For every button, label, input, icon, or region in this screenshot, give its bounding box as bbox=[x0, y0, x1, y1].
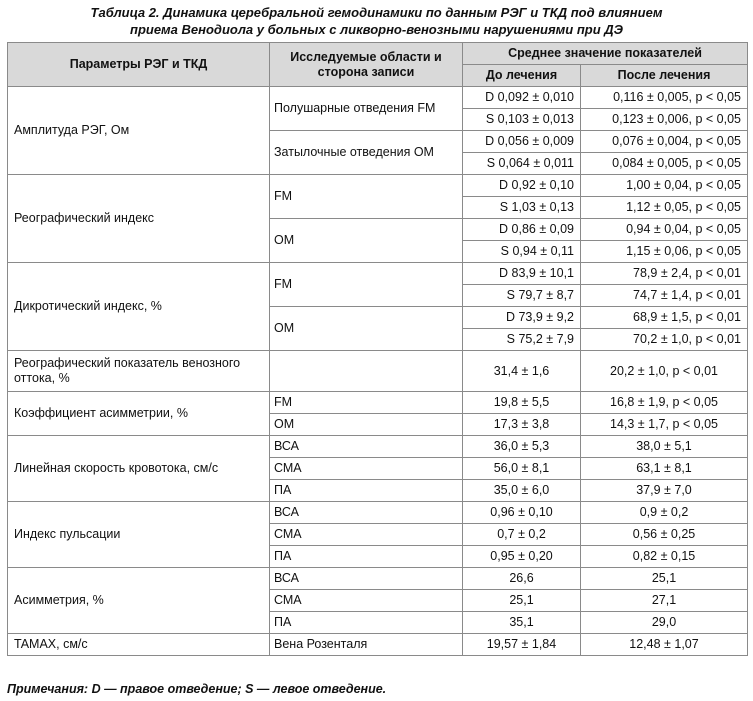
param-cell: TAMAX, см/с bbox=[8, 634, 270, 656]
before-cell: D 0,056 ± 0,009 bbox=[463, 131, 581, 153]
side-cell: СМА bbox=[270, 458, 463, 480]
after-cell: 16,8 ± 1,9, p < 0,05 bbox=[581, 392, 748, 414]
param-cell: Индекс пульсации bbox=[8, 502, 270, 568]
param-cell: Реографический показатель венозного оттока, % bbox=[8, 351, 270, 392]
before-cell: 19,57 ± 1,84 bbox=[463, 634, 581, 656]
before-cell: D 0,86 ± 0,09 bbox=[463, 219, 581, 241]
after-cell: 0,56 ± 0,25 bbox=[581, 524, 748, 546]
side-cell: ПА bbox=[270, 546, 463, 568]
side-cell: ОМ bbox=[270, 414, 463, 436]
param-cell: Линейная скорость кровотока, см/с bbox=[8, 436, 270, 502]
side-cell: FM bbox=[270, 263, 463, 307]
header-mean-values: Среднее значение показателей bbox=[463, 43, 748, 65]
after-cell: 1,15 ± 0,06, p < 0,05 bbox=[581, 241, 748, 263]
before-cell: D 83,9 ± 10,1 bbox=[463, 263, 581, 285]
after-cell: 0,123 ± 0,006, p < 0,05 bbox=[581, 109, 748, 131]
before-cell: 56,0 ± 8,1 bbox=[463, 458, 581, 480]
before-cell: 25,1 bbox=[463, 590, 581, 612]
after-cell: 63,1 ± 8,1 bbox=[581, 458, 748, 480]
table-note: Примечания: D — правое отведение; S — левое отведение. bbox=[7, 682, 387, 696]
before-cell: 31,4 ± 1,6 bbox=[463, 351, 581, 392]
header-after-treatment: После лечения bbox=[581, 65, 748, 87]
before-cell: 19,8 ± 5,5 bbox=[463, 392, 581, 414]
side-cell: Затылочные отведения ОМ bbox=[270, 131, 463, 175]
side-cell: ВСА bbox=[270, 502, 463, 524]
after-cell: 37,9 ± 7,0 bbox=[581, 480, 748, 502]
after-cell: 0,9 ± 0,2 bbox=[581, 502, 748, 524]
side-cell: ОМ bbox=[270, 307, 463, 351]
after-cell: 14,3 ± 1,7, p < 0,05 bbox=[581, 414, 748, 436]
before-cell: 26,6 bbox=[463, 568, 581, 590]
after-cell: 12,48 ± 1,07 bbox=[581, 634, 748, 656]
header-before-treatment: До лечения bbox=[463, 65, 581, 87]
before-cell: 35,1 bbox=[463, 612, 581, 634]
before-cell: 0,96 ± 0,10 bbox=[463, 502, 581, 524]
before-cell: S 79,7 ± 8,7 bbox=[463, 285, 581, 307]
side-cell: СМА bbox=[270, 524, 463, 546]
data-table bbox=[7, 42, 748, 656]
param-cell: Коэффициент асимметрии, % bbox=[8, 392, 270, 436]
param-cell: Реографический индекс bbox=[8, 175, 270, 263]
before-cell: 17,3 ± 3,8 bbox=[463, 414, 581, 436]
after-cell: 1,00 ± 0,04, p < 0,05 bbox=[581, 175, 748, 197]
after-cell: 20,2 ± 1,0, p < 0,01 bbox=[581, 351, 748, 392]
title-line-1: Таблица 2. Динамика церебральной гемодинамики по данным РЭГ и ТКД под влиянием bbox=[90, 5, 663, 20]
after-cell: 68,9 ± 1,5, p < 0,01 bbox=[581, 307, 748, 329]
side-cell: FM bbox=[270, 392, 463, 414]
side-cell: ВСА bbox=[270, 436, 463, 458]
after-cell: 78,9 ± 2,4, p < 0,01 bbox=[581, 263, 748, 285]
header-parameters: Параметры РЭГ и ТКД bbox=[8, 43, 270, 87]
side-cell: ВСА bbox=[270, 568, 463, 590]
before-cell: D 0,92 ± 0,10 bbox=[463, 175, 581, 197]
after-cell: 0,94 ± 0,04, p < 0,05 bbox=[581, 219, 748, 241]
after-cell: 25,1 bbox=[581, 568, 748, 590]
after-cell: 1,12 ± 0,05, p < 0,05 bbox=[581, 197, 748, 219]
after-cell: 0,82 ± 0,15 bbox=[581, 546, 748, 568]
title-line-2: приема Венодиола у больных с ликворно-венозными нарушениями при ДЭ bbox=[130, 22, 623, 37]
after-cell: 70,2 ± 1,0, p < 0,01 bbox=[581, 329, 748, 351]
side-cell: Полушарные отведения FM bbox=[270, 87, 463, 131]
before-cell: 0,7 ± 0,2 bbox=[463, 524, 581, 546]
before-cell: D 0,092 ± 0,010 bbox=[463, 87, 581, 109]
before-cell: D 73,9 ± 9,2 bbox=[463, 307, 581, 329]
after-cell: 38,0 ± 5,1 bbox=[581, 436, 748, 458]
side-cell: ПА bbox=[270, 480, 463, 502]
param-cell: Асимметрия, % bbox=[8, 568, 270, 634]
before-cell: 36,0 ± 5,3 bbox=[463, 436, 581, 458]
side-cell bbox=[270, 351, 463, 392]
before-cell: S 75,2 ± 7,9 bbox=[463, 329, 581, 351]
before-cell: S 1,03 ± 0,13 bbox=[463, 197, 581, 219]
side-cell: ОМ bbox=[270, 219, 463, 263]
header-areas: Исследуемые области и сторона записи bbox=[270, 43, 463, 87]
side-cell: СМА bbox=[270, 590, 463, 612]
side-cell: FM bbox=[270, 175, 463, 219]
before-cell: S 0,103 ± 0,013 bbox=[463, 109, 581, 131]
before-cell: 0,95 ± 0,20 bbox=[463, 546, 581, 568]
param-cell: Амплитуда РЭГ, Ом bbox=[8, 87, 270, 175]
before-cell: 35,0 ± 6,0 bbox=[463, 480, 581, 502]
side-cell: ПА bbox=[270, 612, 463, 634]
param-cell: Дикротический индекс, % bbox=[8, 263, 270, 351]
after-cell: 0,084 ± 0,005, p < 0,05 bbox=[581, 153, 748, 175]
after-cell: 74,7 ± 1,4, p < 0,01 bbox=[581, 285, 748, 307]
after-cell: 0,076 ± 0,004, p < 0,05 bbox=[581, 131, 748, 153]
before-cell: S 0,064 ± 0,011 bbox=[463, 153, 581, 175]
before-cell: S 0,94 ± 0,11 bbox=[463, 241, 581, 263]
after-cell: 0,116 ± 0,005, p < 0,05 bbox=[581, 87, 748, 109]
table-title bbox=[0, 4, 753, 38]
side-cell: Вена Розенталя bbox=[270, 634, 463, 656]
after-cell: 29,0 bbox=[581, 612, 748, 634]
after-cell: 27,1 bbox=[581, 590, 748, 612]
